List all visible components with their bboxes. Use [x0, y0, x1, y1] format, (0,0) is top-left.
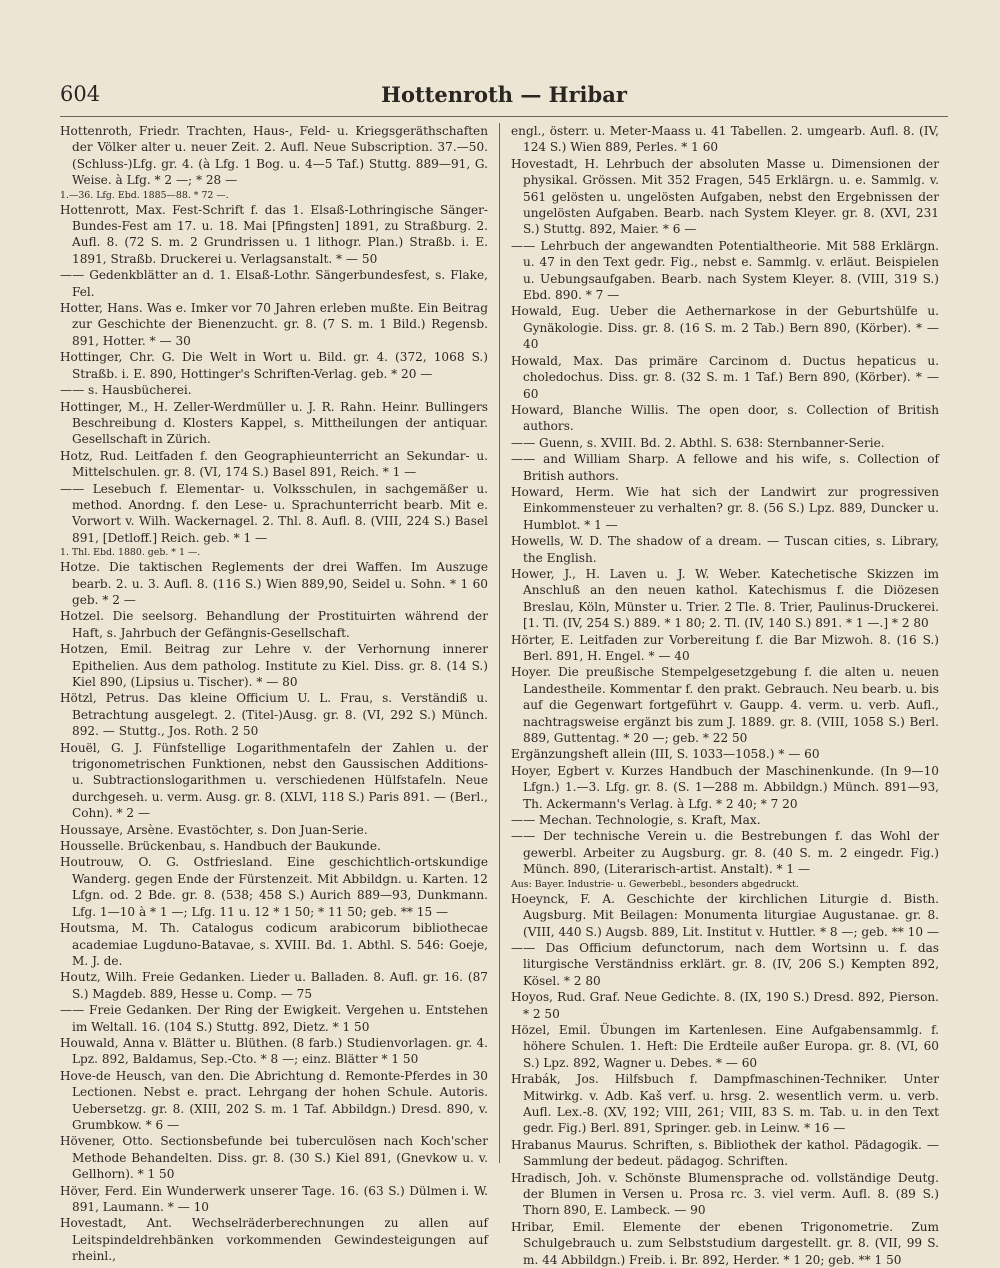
column-divider [499, 123, 500, 1163]
bibliography-entry: Hotzel. Die seelsorg. Behandlung der Prostituirten während der Haft, s. Jahrbuch der Gefängnis-Gesellschaft. [60, 609, 488, 640]
bibliography-entry: Houtsma, M. Th. Catalogus codicum arabicorum bibliothecae academiae Lugduno-Batavae, s. XVIII. Bd. 1. Abthl. S. 546: Goeje, M. J. de. [60, 921, 488, 968]
bibliography-entry: Howard, Herm. Wie hat sich der Landwirt zur progressiven Einkommensteuer zu verhalten? gr. 8. (56 S.) Lpz. 889, Duncker u. Humblot. * 1 — [511, 484, 939, 532]
bibliography-entry: —— Gedenkblätter an d. 1. Elsaß-Lothr. Sängerbundesfest, s. Flake, Fel. [60, 268, 488, 299]
bibliography-entry: Hottinger, M., H. Zeller-Werdmüller u. J. R. Rahn. Heinr. Bullingers Beschreibung d. Klosters Kappel, s. Mittheilungen der antiquar. Gesellschaft in Zürich. [60, 399, 488, 447]
bibliography-entry: Hotzen, Emil. Beitrag zur Lehre v. der Verhornung innerer Epithelien. Aus dem patholog. Institute zu Kiel. Diss. gr. 8. (14 S.) Kiel 890, (Lipsius u. Tischer). * — 80 [60, 642, 488, 689]
bibliography-entry: Hotze. Die taktischen Reglements der drei Waffen. Im Auszuge bearb. 2. u. 3. Aufl. 8. (116 S.) Wien 889,90, Seidel u. Sohn. * 1 60 geb. * 2 — [60, 560, 488, 607]
bibliography-entry: Hoeynck, F. A. Geschichte der kirchlichen Liturgie d. Bisth. Augsburg. Mit Beilagen: Monumenta liturgiae Augustanae. gr. 8. (VIII, 440 S.) Augsb. 889, Lit. Institut v. Huttler. * 8 —; geb. ** 10 — [511, 891, 939, 939]
bibliography-entry: 1. Thl. Ebd. 1880. geb. * 1 —. [60, 547, 201, 559]
bibliography-entry: Hovestadt, H. Lehrbuch der absoluten Masse u. Dimensionen der physikal. Grössen. Mit 352 Fragen, 545 Erklärgn. u. e. Sammlg. v. 561 gelösten u. ungelösten Aufgaben, nebst den Ergebnissen der ungelösten Aufgaben. Bearb. nach System Kleyer. gr. 8. (XVI, 231 S.) Stuttg. 892, Maier. * 6 — [511, 156, 939, 237]
bibliography-entry: Hörter, E. Leitfaden zur Vorbereitung f. die Bar Mizwoh. 8. (16 S.) Berl. 891, H. Engel. * — 40 [511, 632, 939, 663]
bibliography-entry: Hrabanus Maurus. Schriften, s. Bibliothek der kathol. Pädagogik. — Sammlung der bedeut. pädagog. Schriften. [511, 1137, 939, 1169]
bibliography-entry: Howald, Eug. Ueber die Aethernarkose in der Geburtshülfe u. Gynäkologie. Diss. gr. 8. (16 S. m. 2 Tab.) Bern 890, (Körber). * — 40 [511, 304, 939, 352]
bibliography-entry: Houtz, Wilh. Freie Gedanken. Lieder u. Balladen. 8. Aufl. gr. 16. (87 S.) Magdeb. 889, Hesse u. Comp. — 75 [60, 970, 488, 1001]
bibliography-entry: —— Das Officium defunctorum, nach dem Wortsinn u. f. das liturgische Verständniss erklärt. gr. 8. (IV, 206 S.) Kempten 892, Kösel. * 2 80 [511, 940, 939, 988]
bibliography-entry: Houwald, Anna v. Blätter u. Blüthen. (8 farb.) Studienvorlagen. gr. 4. Lpz. 892, Baldamus, Sep.-Cto. * 8 —; einz. Blätter * 1 50 [60, 1035, 488, 1067]
bibliography-entry: —— and William Sharp. A fellowe and his wife, s. Collection of British authors. [511, 452, 939, 483]
bibliography-entry: Aus: Bayer. Industrie- u. Gewerbebl., besonders abgedruckt. [511, 878, 799, 890]
bibliography-entry: Hottinger, Chr. G. Die Welt in Wort u. Bild. gr. 4. (372, 1068 S.) Straßb. i. E. 890, Hottinger's Schriften-Verlag. geb. * 20 — [60, 350, 488, 381]
page-number: 604 [60, 82, 101, 106]
right-column [511, 123, 939, 1267]
bibliography-entry: —— Guenn, s. XVIII. Bd. 2. Abthl. S. 638: Sternbanner-Serie. [511, 435, 885, 450]
bibliography-entry: Howard, Blanche Willis. The open door, s. Collection of British authors. [511, 402, 939, 434]
header-rule [60, 116, 948, 117]
bibliography-entry: Hrabák, Jos. Hilfsbuch f. Dampfmaschinen-Techniker. Unter Mitwirkg. v. Adb. Kaš verf. u. hrsg. 2. wesentlich verm. u. verb. Aufl. Lex.-8. (XV, 192; VIII, 261; VIII, 83 S. m. Tab. u. in den Text gedr. Fig.) Berl. 891, Springer. geb. in Leinw. * 16 — [511, 1072, 939, 1136]
bibliography-entry: —— Mechan. Technologie, s. Kraft, Max. [511, 813, 761, 828]
bibliography-entry: Houtrouw, O. G. Ostfriesland. Eine geschichtlich-ortskundige Wanderg. gegen Ende der Fürstenzeit. Mit Abbildgn. u. Karten. 12 Lfgn. od. 2 Bde. gr. 8. (538; 458 S.) Aurich 889—93, Dunkmann. Lfg. 1—10 à * 1 —; Lfg. 11 u. 12 * 1 50; * 11 50; geb. ** 15 — [60, 855, 488, 919]
bibliography-entry: —— Lehrbuch der angewandten Potentialtheorie. Mit 588 Erklärgn. u. 47 in den Text gedr. Fig., nebst e. Sammlg. v. erläut. Beispielen u. Uebungsaufgaben. Bearb. nach System Kleyer. 8. (VIII, 319 S.) Ebd. 890. * 7 — [511, 238, 939, 303]
bibliography-entry: —— s. Hausbücherei. [60, 383, 192, 398]
bibliography-entry: Housselle. Brückenbau, s. Handbuch der Baukunde. [60, 839, 381, 854]
bibliography-entry: Hottenrott, Max. Fest-Schrift f. das 1. Elsaß-Lothringische Sänger-Bundes-Fest am 17. u. 18. Mai [Pfingsten] 1891, zu Straßburg. 2. Aufl. 8. (72 S. m. 2 Grundrissen u. 1 lithogr. Plan.) Straßb. i. E. 1891, Straßb. Druckerei u. Verlagsanstalt. * — 50 [60, 202, 488, 266]
page-header [60, 82, 948, 112]
bibliography-entry: Hower, J., H. Laven u. J. W. Weber. Katechetische Skizzen im Anschluß an den neuen kathol. Katechismus f. die Diözesen Breslau, Köln, Münster u. Trier. 2 Tle. 8. Trier, Paulinus-Druckerei. [1. Tl. (IV, 254 S.) 889. * 1 80; 2. Tl. (IV, 140 S.) 891. * 1 —.] * 2 80 [511, 566, 939, 631]
bibliography-entry: Houssaye, Arsène. Evastöchter, s. Don Juan-Serie. [60, 822, 368, 837]
bibliography-entry: Hottenroth, Friedr. Trachten, Haus-, Feld- u. Kriegsgeräthschaften der Völker alter u. neuer Zeit. 2. Aufl. Neue Subscription. 37.—50. (Schluss-)Lfg. gr. 4. (à Lfg. 1 Bog. u. 4—5 Taf.) Stuttg. 889—91, G. Weise. à Lfg. * 2 —; * 28 — [60, 124, 488, 188]
bibliography-entry: Ergänzungsheft allein (III, S. 1033—1058.) * — 60 [511, 747, 820, 762]
bibliography-entry: —— Der technische Verein u. die Bestrebungen f. das Wohl der gewerbl. Arbeiter zu Augsburg. gr. 8. (40 S. m. 2 eingedr. Fig.) Münch. 890, (Literarisch-artist. Anstalt). * 1 — [511, 829, 939, 877]
bibliography-entry: Hövener, Otto. Sectionsbefunde bei tuberculösen nach Koch'scher Methode Behandelten. Diss. gr. 8. (30 S.) Kiel 891, (Gnevkow u. v. Gellhorn). * 1 50 [60, 1134, 488, 1182]
bibliography-entry: —— Lesebuch f. Elementar- u. Volksschulen, in sachgemäßer u. method. Anordng. f. den Lese- u. Sprachunterricht bearb. Mit e. Vorwort v. Wilh. Wackernagel. 2. Thl. 8. Aufl. 8. (VIII, 224 S.) Basel 891, [Detloff.] Reich. geb. * 1 — [60, 481, 488, 545]
running-head: Hottenroth — Hribar [381, 82, 627, 107]
bibliography-entry: Howald, Max. Das primäre Carcinom d. Ductus hepaticus u. choledochus. Diss. gr. 8. (32 S. m. 1 Taf.) Bern 890, (Körber). * — 60 [511, 353, 939, 401]
bibliography-entry: 1.—36. Lfg. Ebd. 1885—88. * 72 —. [60, 189, 229, 201]
bibliography-entry: Hoyos, Rud. Graf. Neue Gedichte. 8. (IX, 190 S.) Dresd. 892, Pierson. * 2 50 [511, 990, 939, 1021]
bibliography-entry: Hribar, Emil. Elemente der ebenen Trigonometrie. Zum Schulgebrauch u. zum Selbststudium dargestellt. gr. 8. (VII, 99 S. m. 44 Abbildgn.) Freib. i. Br. 892, Herder. * 1 20; geb. ** 1 50 [511, 1219, 939, 1267]
bibliography-entry: Hotz, Rud. Leitfaden f. den Geographieunterricht an Sekundar- u. Mittelschulen. gr. 8. (VI, 174 S.) Basel 891, Reich. * 1 — [60, 448, 488, 480]
bibliography-entry: Hovestadt, Ant. Wechselräderberechnungen zu allen auf Leitspindeldrehbänken vorkommenden Gewindesteigungen auf rheinl., [60, 1216, 488, 1264]
bibliography-entry: Houël, G. J. Fünfstellige Logarithmentafeln der Zahlen u. der trigonometrischen Funktionen, nebst den Gaussischen Additions- u. Subtractionslogarithmen u. verschiedenen Hülfstafeln. Neue durchgeseh. u. verm. Ausg. gr. 8. (XLVI, 118 S.) Paris 891. — (Berl., Cohn). * 2 — [60, 740, 488, 821]
left-column [60, 123, 488, 1264]
bibliography-entry: Hoyer, Egbert v. Kurzes Handbuch der Maschinenkunde. (In 9—10 Lfgn.) 1.—3. Lfg. gr. 8. (S. 1—288 m. Abbildgn.) Münch. 891—93, Th. Ackermann's Verlag. à Lfg. * 2 40; * 7 20 [511, 763, 939, 811]
bibliography-entry: Hoyer. Die preußische Stempelgesetzgebung f. die alten u. neuen Landestheile. Kommentar f. den prakt. Gebrauch. Neu bearb. u. bis auf die Gegenwart fortgeführt v. Gaupp. 4. verm. u. verb. Aufl., nachtragsweise ergänzt bis zum J. 1889. gr. 8. (VIII, 1058 S.) Berl. 889, Guttentag. * 20 —; geb. * 22 50 [511, 665, 939, 746]
bibliography-entry: —— Freie Gedanken. Der Ring der Ewigkeit. Vergehen u. Entstehen im Weltall. 16. (104 S.) Stuttg. 892, Dietz. * 1 50 [60, 1003, 488, 1034]
bibliography-entry: Hotter, Hans. Was e. Imker vor 70 Jahren erleben mußte. Ein Beitrag zur Geschichte der Bienenzucht. gr. 8. (7 S. m. 1 Bild.) Regensb. 891, Hotter. * — 30 [60, 301, 488, 348]
bibliography-entry: engl., österr. u. Meter-Maass u. 41 Tabellen. 2. umgearb. Aufl. 8. (IV, 124 S.) Wien 889, Perles. * 1 60 [511, 124, 939, 155]
bibliography-entry: Howells, W. D. The shadow of a dream. — Tuscan cities, s. Library, the English. [511, 534, 939, 565]
bibliography-entry: Höver, Ferd. Ein Wunderwerk unserer Tage. 16. (63 S.) Dülmen i. W. 891, Laumann. * — 10 [60, 1183, 488, 1214]
bibliography-entry: Hradisch, Joh. v. Schönste Blumensprache od. vollständige Deutg. der Blumen in Versen u. Prosa rc. 3. viel verm. Aufl. 8. (89 S.) Thorn 890, E. Lambeck. — 90 [511, 1170, 939, 1218]
bibliography-entry: Hözel, Emil. Übungen im Kartenlesen. Eine Aufgabensammlg. f. höhere Schulen. 1. Heft: Die Erdteile außer Europa. gr. 8. (VI, 60 S.) Lpz. 892, Wagner u. Debes. * — 60 [511, 1022, 939, 1070]
bibliography-entry: Hötzl, Petrus. Das kleine Officium U. L. Frau, s. Verständiß u. Betrachtung ausgelegt. 2. (Titel-)Ausg. gr. 8. (VI, 292 S.) Münch. 892. — Stuttg., Jos. Roth. 2 50 [60, 691, 488, 739]
bibliography-entry: Hove-de Heusch, van den. Die Abrichtung d. Remonte-Pferdes in 30 Lectionen. Nebst e. pract. Lehrgang der hohen Schule. Autoris. Uebersetzg. gr. 8. (XIII, 202 S. m. 1 Taf. Abbildgn.) Dresd. 890, v. Grumbkow. * 6 — [60, 1068, 488, 1132]
